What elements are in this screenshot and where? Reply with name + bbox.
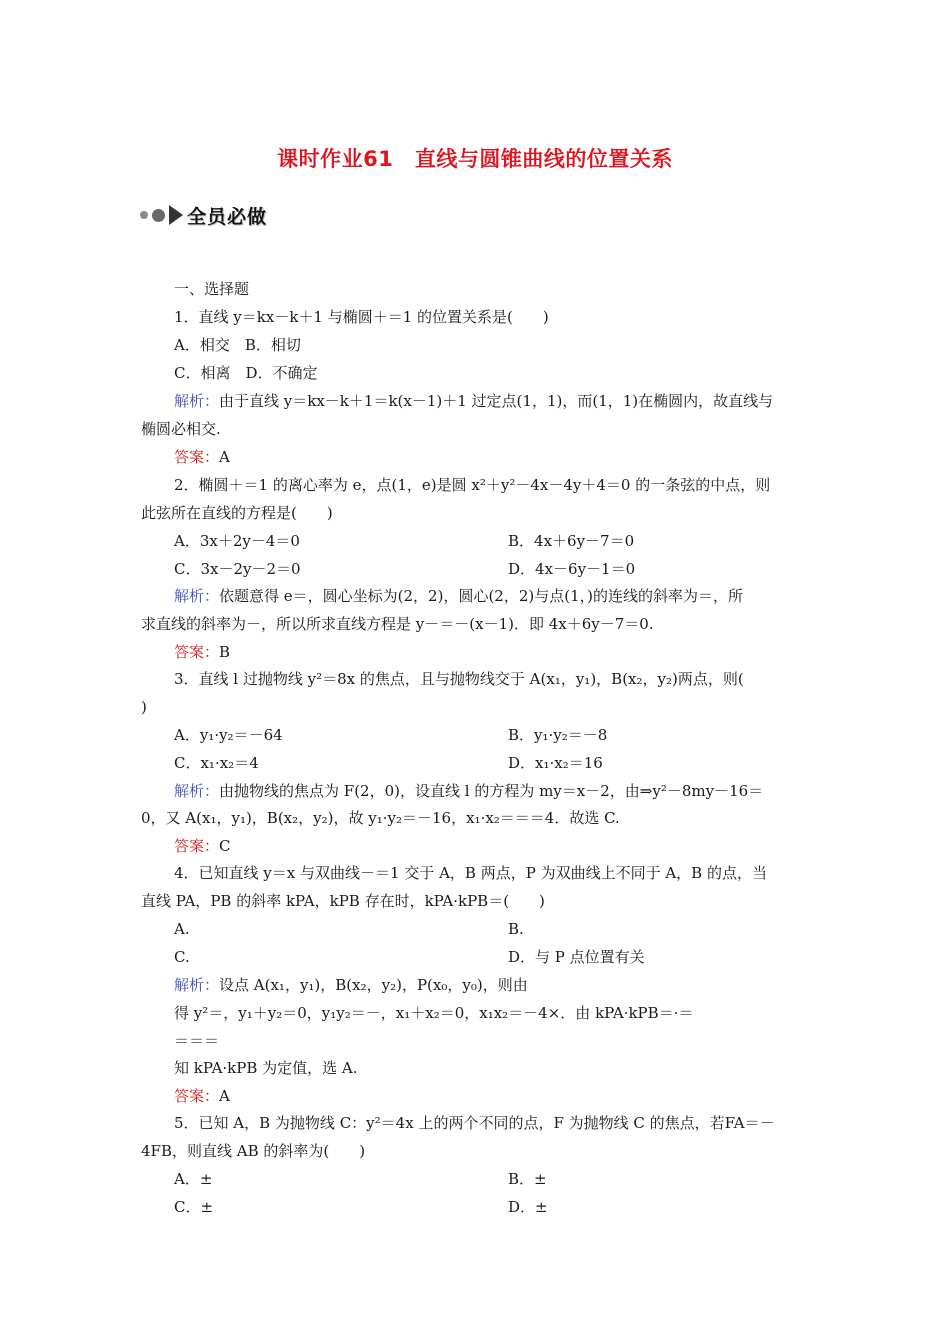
section-heading: 一、选择题 (174, 280, 250, 298)
answer-label: 答案： (174, 448, 220, 466)
q4-stem: 4．已知直线 y＝x 与双曲线－＝1 交于 A，B 两点，P 为双曲线上不同于 A，B 的点，当 (174, 864, 767, 882)
q4-option-a: A. (174, 920, 190, 938)
arrow-right-icon (169, 205, 183, 225)
q3-stem: 3．直线 l 过抛物线 y²＝8x 的焦点，且与抛物线交于 A(x₁，y₁)，B(x₂，y₂)两点，则( (174, 670, 744, 688)
q3-option-d: D．x₁·x₂＝16 (508, 754, 603, 772)
q3-option-a: A．y₁·y₂＝－64 (174, 726, 283, 744)
answer-label: 答案： (174, 1087, 220, 1105)
q2-stem-cont: 此弦所在直线的方程是( ) (141, 504, 333, 522)
q3-analysis (174, 781, 763, 801)
analysis-label: 解析： (174, 587, 220, 605)
q4-stem-cont: 直线 PA，PB 的斜率 kPA，kPB 存在时，kPA·kPB＝( ) (141, 892, 545, 910)
q2-analysis-cont: 求直线的斜率为－，所以所求直线方程是 y－＝－(x－1)．即 4x＋6y－7＝0. (141, 615, 654, 633)
q4-option-d: D．与 P 点位置有关 (508, 948, 645, 966)
q4-analysis-l2: 得 y²＝，y₁＋y₂＝0，y₁y₂＝－，x₁＋x₂＝0，x₁x₂＝－4×．由 kPA·kPB＝·＝ (174, 1004, 694, 1022)
q2-option-b: B．4x＋6y－7＝0 (508, 532, 635, 550)
q3-analysis-text: 由抛物线的焦点为 F(2，0)，设直线 l 的方程为 my＝x－2，由⇒y²－8my－16＝ (219, 782, 764, 800)
q4-option-b: B. (508, 920, 524, 938)
section-banner (140, 200, 267, 230)
bullet-large-icon (152, 209, 165, 222)
q4-answer (174, 1086, 230, 1106)
q4-option-c: C. (174, 948, 190, 966)
q2-option-c: C．3x－2y－2＝0 (174, 560, 301, 578)
q2-answer (174, 642, 230, 662)
q3-stem-cont: ) (141, 698, 147, 716)
q1-stem: 1．直线 y＝kx－k＋1 与椭圆＋＝1 的位置关系是( ) (174, 308, 549, 326)
q3-option-b: B．y₁·y₂＝－8 (508, 726, 608, 744)
q2-analysis-text: 依题意得 e＝，圆心坐标为(2，2)，圆心(2，2)与点(1，)的连线的斜率为＝，所 (219, 587, 743, 605)
q1-options-cd: C．相离 D．不确定 (174, 364, 318, 382)
q4-analysis (174, 975, 528, 995)
q1-answer (174, 447, 230, 467)
q3-option-c: C．x₁·x₂＝4 (174, 754, 259, 772)
q2-option-a: A．3x＋2y－4＝0 (174, 532, 300, 550)
q5-option-d: D．± (508, 1198, 548, 1216)
analysis-label: 解析： (174, 782, 220, 800)
q2-analysis (174, 586, 743, 606)
q3-answer (174, 836, 231, 856)
q3-analysis-cont: 0，又 A(x₁，y₁)，B(x₂，y₂)，故 y₁·y₂＝－16，x₁·x₂＝＝＝4．故选 C. (141, 809, 620, 827)
q5-option-c: C．± (174, 1198, 214, 1216)
banner-label: 全员必做 (187, 205, 268, 228)
page-title: 课时作业61 直线与圆锥曲线的位置关系 (277, 147, 673, 171)
q4-analysis-l3: ＝＝＝ (174, 1032, 220, 1050)
q2-option-d: D．4x－6y－1＝0 (508, 560, 636, 578)
q1-answer-value: A (219, 448, 230, 466)
q5-option-b: B．± (508, 1170, 547, 1188)
q3-answer-value: C (219, 837, 231, 855)
q2-stem: 2．椭圆＋＝1 的离心率为 e，点(1，e)是圆 x²＋y²－4x－4y＋4＝0 的一条弦的中点，则 (174, 476, 771, 494)
q1-analysis-text: 由于直线 y＝kx－k＋1＝k(x－1)＋1 过定点(1，1)，而(1，1)在椭圆内，故直线与 (219, 392, 774, 410)
q1-analysis (174, 391, 773, 411)
analysis-label: 解析： (174, 976, 220, 994)
q4-analysis-text: 设点 A(x₁，y₁)，B(x₂，y₂)，P(x₀，y₀)，则由 (219, 976, 528, 994)
q5-option-a: A．± (174, 1170, 213, 1188)
answer-label: 答案： (174, 837, 220, 855)
q5-stem-cont: 4FB，则直线 AB 的斜率为( ) (141, 1142, 366, 1160)
q5-stem: 5．已知 A，B 为抛物线 C：y²＝4x 上的两个不同的点，F 为抛物线 C 的焦点，若FA＝－ (174, 1114, 775, 1132)
q4-answer-value: A (219, 1087, 230, 1105)
q4-analysis-l4: 知 kPA·kPB 为定值，选 A. (174, 1059, 358, 1077)
q1-analysis-cont: 椭圆必相交. (141, 420, 221, 438)
q2-answer-value: B (219, 643, 231, 661)
answer-label: 答案： (174, 643, 220, 661)
q1-options-ab: A．相交 B．相切 (174, 336, 301, 354)
analysis-label: 解析： (174, 392, 220, 410)
bullet-small-icon (140, 211, 148, 219)
